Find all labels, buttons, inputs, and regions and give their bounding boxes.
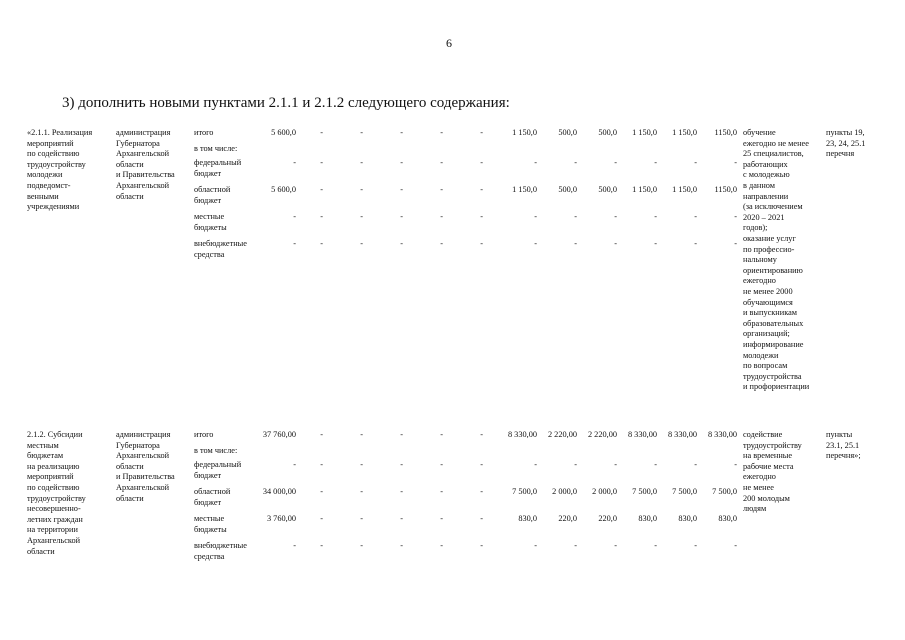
activity-name-line: подведомст-	[27, 181, 71, 190]
funding-year-value: -	[480, 212, 483, 221]
expected-result-line: в данном	[743, 181, 776, 190]
funding-year-value: -	[534, 212, 537, 221]
funding-source-label: итого	[194, 430, 214, 439]
expected-result-line: людям	[743, 504, 767, 514]
funding-year-value: -	[360, 212, 363, 221]
funding-year-value: -	[614, 460, 617, 469]
funding-year-value: -	[360, 158, 363, 167]
funding-year-value: -	[694, 460, 697, 469]
funding-year-value: -	[400, 185, 403, 194]
expected-result-line: по профессио-	[743, 244, 795, 254]
funding-year-value: -	[400, 430, 403, 439]
funding-year-value: 220,0	[598, 514, 617, 523]
funding-source-label: бюджет	[194, 168, 222, 178]
funding-source-label: средства	[194, 551, 225, 561]
funding-source-label: бюджет	[194, 470, 222, 480]
activity-name-line: мероприятий	[27, 138, 74, 148]
funding-total: -	[293, 239, 296, 248]
funding-year-value: -	[694, 212, 697, 221]
funding-total: -	[293, 460, 296, 469]
funding-year-value: -	[534, 460, 537, 469]
funding-year-value: -	[694, 158, 697, 167]
funding-total: -	[293, 541, 296, 550]
activity-name-line: 2.1.2. Субсидии	[27, 430, 83, 439]
activity-name-line: «2.1.1. Реализация	[27, 128, 93, 137]
expected-result-line: трудоустройства	[743, 371, 802, 381]
funding-year-value: 8 330,00	[507, 430, 537, 439]
funding-total: -	[293, 212, 296, 221]
funding-year-value: 500,0	[598, 185, 617, 194]
funding-year-value: -	[320, 487, 323, 496]
expected-result-line: не менее 2000	[743, 287, 793, 296]
expected-result-line: годов);	[743, 223, 768, 233]
funding-year-value: -	[654, 541, 657, 550]
activity-name-line: летних граждан	[27, 514, 83, 524]
funding-source-label: средства	[194, 249, 225, 259]
expected-result-line: 25 специалистов,	[743, 149, 804, 159]
funding-year-value: -	[480, 128, 483, 137]
funding-year-value: 1 150,0	[512, 185, 537, 194]
funding-year-value: -	[360, 239, 363, 248]
reference-line: пункты 19,	[826, 128, 865, 137]
funding-year-value: 830,0	[638, 514, 657, 523]
funding-source-label: бюджет	[194, 497, 222, 507]
expected-result-line: работающих	[743, 159, 788, 169]
activity-name-line: Архангельской	[27, 536, 81, 545]
funding-total: 5 600,0	[271, 128, 296, 137]
executor-line: области	[116, 159, 144, 169]
funding-year-value: -	[734, 460, 737, 469]
activity-name-line: бюджетам	[27, 451, 64, 461]
funding-year-value: -	[440, 514, 443, 523]
funding-year-value: -	[480, 158, 483, 167]
funding-year-value: -	[480, 430, 483, 439]
funding-year-value: -	[360, 460, 363, 469]
expected-result-line: 200 молодым	[743, 493, 790, 503]
funding-year-value: -	[734, 212, 737, 221]
funding-year-value: 830,0	[678, 514, 697, 523]
expected-result-line: направлении	[743, 191, 789, 201]
funding-year-value: -	[654, 239, 657, 248]
funding-source-label: областной	[194, 185, 231, 194]
funding-year-value: 2 220,00	[587, 430, 617, 439]
funding-year-value: -	[480, 514, 483, 523]
funding-year-value: -	[400, 541, 403, 550]
funding-year-value: 1 150,0	[672, 128, 697, 137]
funding-source-label: бюджеты	[194, 222, 227, 232]
funding-year-value: -	[534, 541, 537, 550]
funding-year-value: -	[320, 212, 323, 221]
funding-year-value: -	[734, 239, 737, 248]
funding-year-value: 7 500,0	[712, 487, 737, 496]
executor-line: области	[116, 191, 144, 201]
funding-source-label: итого	[194, 128, 214, 137]
funding-source-label: местные	[194, 212, 225, 221]
funding-year-value: -	[440, 487, 443, 496]
expected-result-line: ежегодно	[743, 276, 776, 286]
expected-result-line: организаций;	[743, 329, 790, 339]
funding-year-value: 2 000,0	[552, 487, 577, 496]
funding-year-value: -	[480, 239, 483, 248]
expected-result-line: ежегодно не менее	[743, 138, 809, 148]
executor-line: области	[116, 461, 144, 471]
funding-year-value: -	[614, 158, 617, 167]
funding-source-label: в том числе:	[194, 144, 238, 153]
funding-year-value: -	[320, 185, 323, 194]
funding-year-value: 7 500,0	[632, 487, 657, 496]
reference-line: пункты	[826, 430, 853, 439]
funding-year-value: 7 500,0	[512, 487, 537, 496]
expected-result-line: ориентированию	[743, 265, 803, 275]
intro-text: 3) дополнить новыми пунктами 2.1.1 и 2.1.2 следующего содержания:	[62, 95, 510, 111]
funding-year-value: 1150,0	[714, 185, 737, 194]
funding-year-value: 8 330,00	[627, 430, 657, 439]
expected-result-line: ежегодно	[743, 472, 776, 482]
activity-name-line: трудоустройству	[27, 493, 86, 503]
executor-line: Губернатора	[116, 440, 160, 450]
reference-line: 23, 24, 25.1	[826, 138, 866, 148]
funding-year-value: -	[480, 185, 483, 194]
funding-source-label: федеральный	[194, 158, 242, 167]
funding-year-value: -	[320, 460, 323, 469]
funding-year-value: 8 330,00	[707, 430, 737, 439]
funding-total: 3 760,00	[266, 514, 296, 523]
funding-source-label: внебюджетные	[194, 239, 247, 248]
funding-year-value: -	[440, 541, 443, 550]
funding-year-value: -	[694, 541, 697, 550]
executor-line: области	[116, 493, 144, 503]
expected-result-line: и профориентации	[743, 382, 810, 392]
reference-line: перечня	[826, 149, 855, 159]
funding-year-value: 1 150,0	[672, 185, 697, 194]
executor-line: Архангельской	[116, 451, 170, 461]
funding-year-value: -	[614, 212, 617, 221]
expected-result-line: молодежи	[743, 350, 779, 360]
funding-year-value: 830,0	[718, 514, 737, 523]
activity-name-line: области	[27, 546, 55, 556]
activity-name-line: на реализацию	[27, 461, 80, 471]
expected-result-line: по вопросам	[743, 361, 788, 371]
funding-source-label: областной	[194, 487, 231, 496]
activity-name-line: венными	[27, 191, 59, 201]
funding-total: 34 000,00	[262, 487, 296, 496]
expected-result-line: на временные	[743, 451, 793, 461]
funding-year-value: 500,0	[598, 128, 617, 137]
funding-source-label: бюджет	[194, 195, 222, 205]
funding-year-value: 7 500,0	[672, 487, 697, 496]
activity-name-line: молодежи	[27, 170, 63, 180]
funding-year-value: -	[360, 430, 363, 439]
funding-year-value: -	[400, 487, 403, 496]
funding-year-value: 1 150,0	[632, 128, 657, 137]
funding-year-value: 2 000,0	[592, 487, 617, 496]
funding-year-value: -	[694, 239, 697, 248]
reference-line: перечня»;	[826, 451, 861, 461]
funding-year-value: -	[400, 514, 403, 523]
funding-year-value: -	[400, 158, 403, 167]
funding-year-value: -	[320, 158, 323, 167]
funding-year-value: -	[400, 128, 403, 137]
funding-year-value: -	[654, 158, 657, 167]
funding-source-label: внебюджетные	[194, 541, 247, 550]
funding-year-value: 500,0	[558, 128, 577, 137]
funding-total: 5 600,0	[271, 185, 296, 194]
executor-line: Архангельской	[116, 181, 170, 190]
funding-year-value: -	[654, 212, 657, 221]
expected-result-line: нальному	[743, 255, 777, 265]
expected-result-line: рабочие места	[743, 461, 794, 471]
funding-year-value: -	[360, 185, 363, 194]
activity-name-line: трудоустройству	[27, 159, 86, 169]
funding-year-value: -	[400, 460, 403, 469]
funding-year-value: -	[534, 239, 537, 248]
activity-name-line: на территории	[27, 525, 78, 535]
funding-year-value: -	[614, 239, 617, 248]
funding-year-value: 1 150,0	[632, 185, 657, 194]
expected-result-line: не менее	[743, 483, 774, 492]
funding-year-value: -	[360, 514, 363, 523]
funding-year-value: -	[440, 212, 443, 221]
expected-result-line: с молодежью	[743, 170, 790, 180]
executor-line: Архангельской	[116, 483, 170, 492]
funding-year-value: 1 150,0	[512, 128, 537, 137]
page-number: 6	[446, 36, 452, 50]
expected-result-line: оказание услуг	[743, 234, 796, 243]
funding-source-label: федеральный	[194, 460, 242, 469]
funding-year-value: -	[320, 541, 323, 550]
funding-year-value: 8 330,00	[667, 430, 697, 439]
funding-year-value: -	[400, 239, 403, 248]
funding-year-value: -	[320, 239, 323, 248]
funding-year-value: -	[654, 460, 657, 469]
funding-year-value: -	[440, 460, 443, 469]
funding-year-value: -	[480, 541, 483, 550]
funding-source-label: бюджеты	[194, 524, 227, 534]
funding-year-value: -	[574, 541, 577, 550]
reference-line: 23.1, 25.1	[826, 440, 860, 450]
funding-total: -	[293, 158, 296, 167]
funding-year-value: -	[360, 487, 363, 496]
funding-year-value: -	[440, 128, 443, 137]
executor-line: администрация	[116, 128, 171, 137]
expected-result-line: обучающимся	[743, 297, 793, 307]
funding-year-value: -	[320, 128, 323, 137]
expected-result-line: (за исключением	[743, 202, 803, 212]
executor-line: и Правительства	[116, 472, 175, 482]
funding-year-value: -	[480, 487, 483, 496]
activity-name-line: по содействию	[27, 483, 80, 492]
expected-result-line: трудоустройству	[743, 440, 802, 450]
funding-year-value: -	[400, 212, 403, 221]
funding-year-value: -	[440, 185, 443, 194]
funding-year-value: -	[614, 541, 617, 550]
funding-year-value: -	[574, 212, 577, 221]
funding-year-value: -	[734, 541, 737, 550]
funding-year-value: -	[360, 541, 363, 550]
executor-line: Губернатора	[116, 138, 160, 148]
activity-name-line: по содействию	[27, 149, 80, 159]
funding-year-value: -	[480, 460, 483, 469]
funding-year-value: 220,0	[558, 514, 577, 523]
funding-total: 37 760,00	[262, 430, 296, 439]
activity-name-line: мероприятий	[27, 472, 74, 482]
funding-year-value: -	[440, 158, 443, 167]
executor-line: администрация	[116, 430, 171, 439]
funding-year-value: -	[320, 514, 323, 523]
executor-line: Архангельской	[116, 149, 170, 159]
expected-result-line: 2020 – 2021	[743, 212, 785, 222]
expected-result-line: содействие	[743, 430, 783, 439]
activity-name-line: учреждениями	[27, 202, 80, 212]
funding-year-value: 1150,0	[714, 128, 737, 137]
funding-year-value: 2 220,00	[547, 430, 577, 439]
funding-source-label: в том числе:	[194, 446, 238, 455]
funding-year-value: -	[534, 158, 537, 167]
expected-result-line: и выпускникам	[743, 308, 798, 318]
funding-source-label: местные	[194, 514, 225, 523]
funding-year-value: -	[440, 239, 443, 248]
expected-result-line: информирование	[743, 340, 804, 349]
funding-year-value: -	[574, 239, 577, 248]
activity-name-line: местным	[27, 440, 59, 450]
funding-year-value: 500,0	[558, 185, 577, 194]
funding-year-value: 830,0	[518, 514, 537, 523]
funding-year-value: -	[440, 430, 443, 439]
funding-year-value: -	[574, 158, 577, 167]
funding-year-value: -	[574, 460, 577, 469]
activity-name-line: несовершенно-	[27, 504, 81, 514]
expected-result-line: образовательных	[743, 318, 804, 328]
funding-year-value: -	[734, 158, 737, 167]
expected-result-line: обучение	[743, 128, 776, 137]
executor-line: и Правительства	[116, 170, 175, 180]
funding-year-value: -	[360, 128, 363, 137]
funding-year-value: -	[320, 430, 323, 439]
